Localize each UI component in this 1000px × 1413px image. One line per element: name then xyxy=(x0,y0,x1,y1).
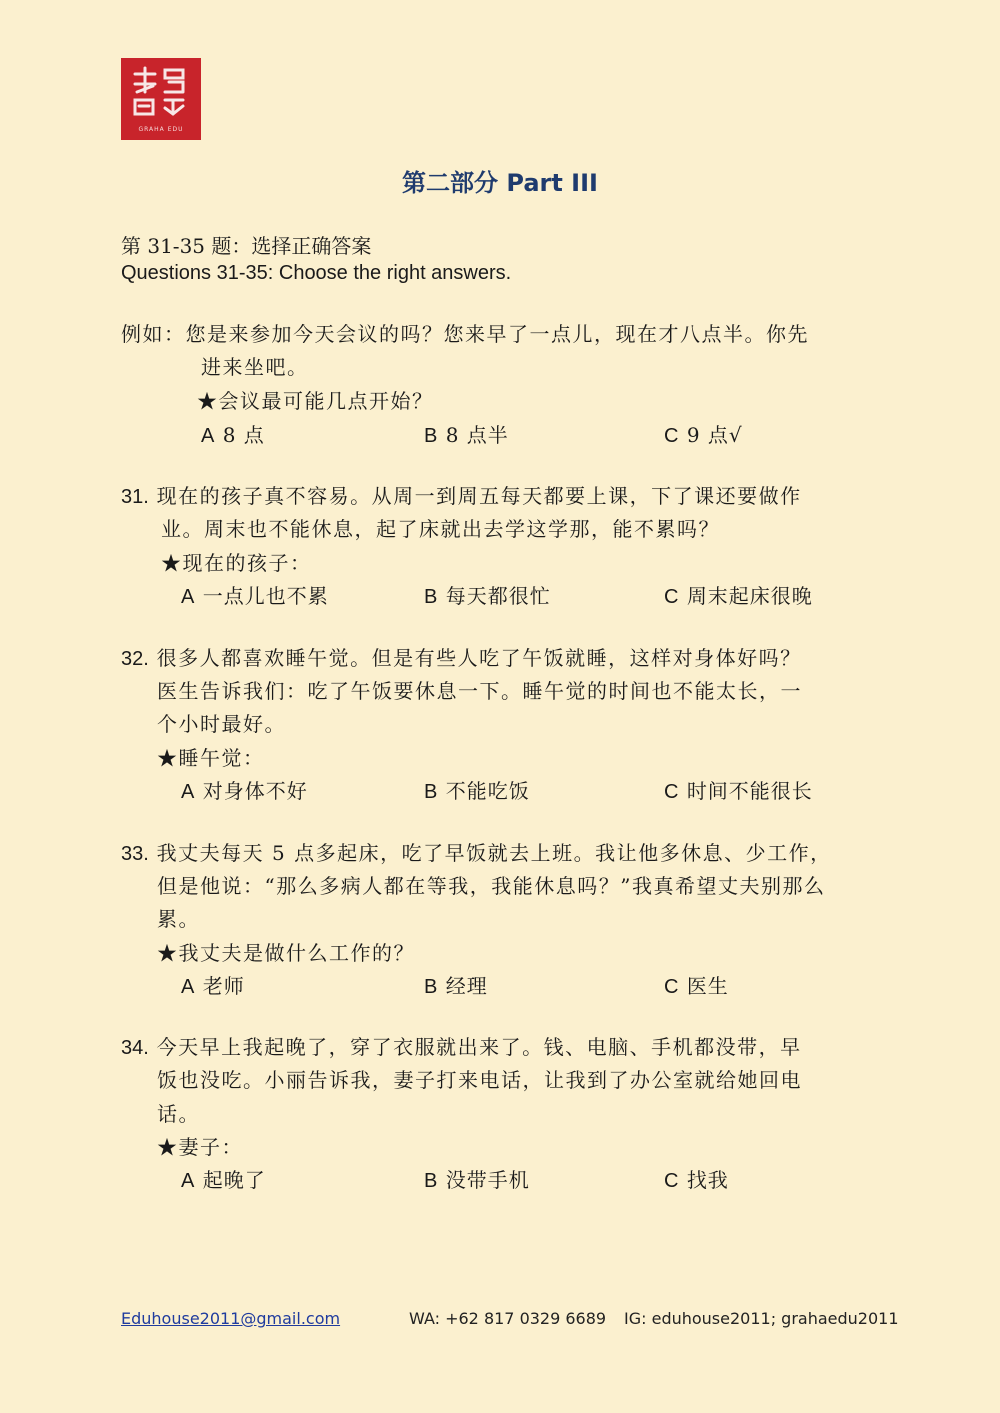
question-31-line-2: 业。周末也不能休息，起了床就出去学这学那，能不累吗？ xyxy=(161,517,720,541)
question-33-line-1: 33. 我丈夫每天 5 点多起床，吃了早饭就去上班。我让他多休息、少工作， xyxy=(121,841,832,865)
example-line-2: 进来坐吧。 xyxy=(201,355,309,379)
question-32-line-2: 医生告诉我们：吃了午饭要休息一下。睡午觉的时间也不能太长，一 xyxy=(157,679,802,703)
footer-whatsapp: WA: +62 817 0329 6689 xyxy=(409,1309,607,1328)
instructions-english: Questions 31-35: Choose the right answers. xyxy=(121,262,512,284)
footer-email[interactable] xyxy=(121,1309,340,1328)
example-option-a[interactable]: A 8 点 xyxy=(201,423,265,447)
question-33-option-c[interactable]: C 医生 xyxy=(664,974,729,998)
question-33-option-b[interactable]: B 经理 xyxy=(424,974,488,998)
example-option-c[interactable]: C 9 点√ xyxy=(664,423,743,447)
question-34-option-a[interactable]: A 起晚了 xyxy=(181,1168,266,1192)
question-32-option-a[interactable]: A 对身体不好 xyxy=(181,779,308,803)
question-34-line-2: 饭也没吃。小丽告诉我，妻子打来电话，让我到了办公室就给她回电 xyxy=(157,1068,802,1092)
question-33-line-2: 但是他说：“那么多病人都在等我，我能休息吗？”我真希望丈夫别那么 xyxy=(157,874,826,898)
question-31-option-b[interactable]: B 每天都很忙 xyxy=(424,584,551,608)
question-34-option-c[interactable]: C 找我 xyxy=(664,1168,729,1192)
graha-edu-logo xyxy=(121,58,201,140)
logo-text: GRAHA EDU xyxy=(138,126,184,133)
instructions-chinese: 第 31-35 题：选择正确答案 xyxy=(121,234,372,258)
email-link[interactable]: Eduhouse2011@gmail.com xyxy=(121,1309,341,1328)
question-32-line-1: 32. 很多人都喜欢睡午觉。但是有些人吃了午饭就睡，这样对身体好吗？ xyxy=(121,646,802,670)
question-32-option-c[interactable]: C 时间不能很长 xyxy=(664,779,813,803)
example-option-b[interactable]: B 8 点半 xyxy=(424,423,509,447)
question-32-line-3: 个小时最好。 xyxy=(157,712,286,736)
question-34-option-b[interactable]: B 没带手机 xyxy=(424,1168,530,1192)
question-31-prompt: ★现在的孩子： xyxy=(161,551,312,575)
seal-logo-icon xyxy=(121,58,201,124)
question-32-option-b[interactable]: B 不能吃饭 xyxy=(424,779,530,803)
question-34-prompt: ★妻子： xyxy=(157,1135,243,1159)
question-33-prompt: ★我丈夫是做什么工作的？ xyxy=(157,941,415,965)
question-31-line-1: 31. 现在的孩子真不容易。从周一到周五每天都要上课，下了课还要做作 xyxy=(121,484,802,508)
question-33-option-a[interactable]: A 老师 xyxy=(181,974,245,998)
question-32-prompt: ★睡午觉： xyxy=(157,746,265,770)
question-33-line-3: 累。 xyxy=(157,907,200,931)
section-title: 第二部分 Part III xyxy=(402,169,598,197)
example-line-1: 例如：您是来参加今天会议的吗？您来早了一点儿，现在才八点半。你先 xyxy=(121,322,809,346)
footer-instagram: IG: eduhouse2011; grahaedu2011 xyxy=(624,1309,899,1328)
question-34-line-3: 话。 xyxy=(157,1102,200,1126)
example-question: ★会议最可能几点开始？ xyxy=(197,389,434,413)
question-34-line-1: 34. 今天早上我起晚了，穿了衣服就出来了。钱、电脑、手机都没带，早 xyxy=(121,1035,802,1059)
question-31-option-c[interactable]: C 周末起床很晚 xyxy=(664,584,813,608)
question-31-option-a[interactable]: A 一点儿也不累 xyxy=(181,584,329,608)
